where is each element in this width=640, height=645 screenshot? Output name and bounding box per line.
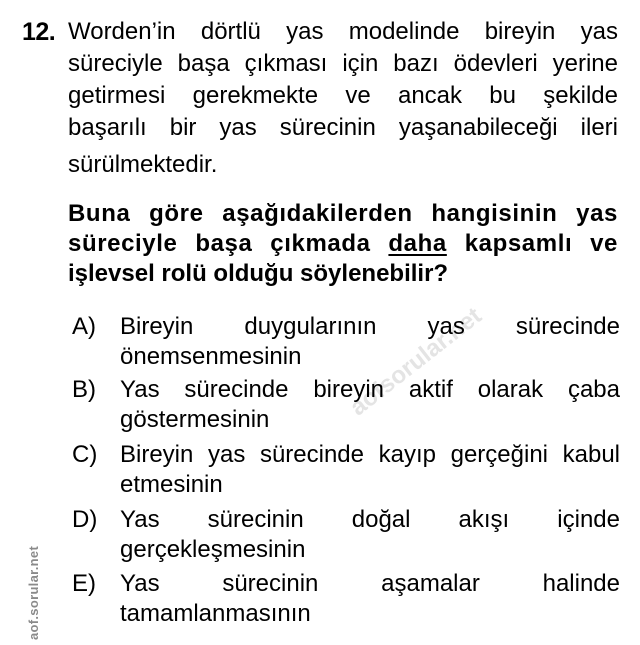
stem-line: başarılı bir yas sürecinin yaşanabileceği ileri	[68, 114, 618, 141]
stem-line: süreciyle başa çıkması için bazı ödevleri yerine	[68, 50, 618, 77]
option-text-line: Yas sürecinin aşamalar halinde	[120, 570, 620, 597]
option-text-line: Bireyin duygularının yas sürecinde	[120, 313, 620, 340]
option-letter: B)	[72, 376, 96, 403]
stem-line: getirmesi gerekmekte ve ancak bu şekilde	[68, 82, 618, 109]
question-number: 12.	[22, 18, 56, 46]
side-watermark: aof.sorular.net	[26, 545, 41, 640]
prompt-line: Buna göre aşağıdakilerden hangisinin yas	[68, 200, 618, 227]
option-text-line: Bireyin yas sürecinde kayıp gerçeğini kabul	[120, 441, 620, 468]
option-text-line: gerçekleşmesinin	[120, 536, 306, 563]
question-stem	[68, 16, 618, 181]
prompt-line: işlevsel rolü olduğu söylenebilir?	[68, 260, 449, 287]
emphasis-underlined-word: daha	[388, 230, 447, 257]
option-text-line: etmesinin	[120, 471, 223, 498]
prompt-line: süreciyle başa çıkmada daha kapsamlı ve	[68, 230, 618, 257]
stem-line: sürülmektedir.	[68, 151, 218, 178]
option-letter: E)	[72, 570, 96, 597]
option-text-line: göstermesinin	[120, 406, 270, 433]
option-letter: D)	[72, 506, 98, 533]
option-text-line: tamamlanmasının	[120, 600, 311, 627]
option-text-line: önemsenmesinin	[120, 343, 302, 370]
option-text-line: Yas sürecinde bireyin aktif olarak çaba	[120, 376, 620, 403]
option-text-line: Yas sürecinin doğal akışı içinde	[120, 506, 620, 533]
stem-line: Worden’in dörtlü yas modelinde bireyin yas	[68, 18, 618, 45]
option-letter: A)	[72, 313, 96, 340]
diagonal-watermark: aofsorular.net	[345, 302, 487, 422]
option-letter: C)	[72, 441, 98, 468]
question-prompt	[68, 199, 618, 289]
